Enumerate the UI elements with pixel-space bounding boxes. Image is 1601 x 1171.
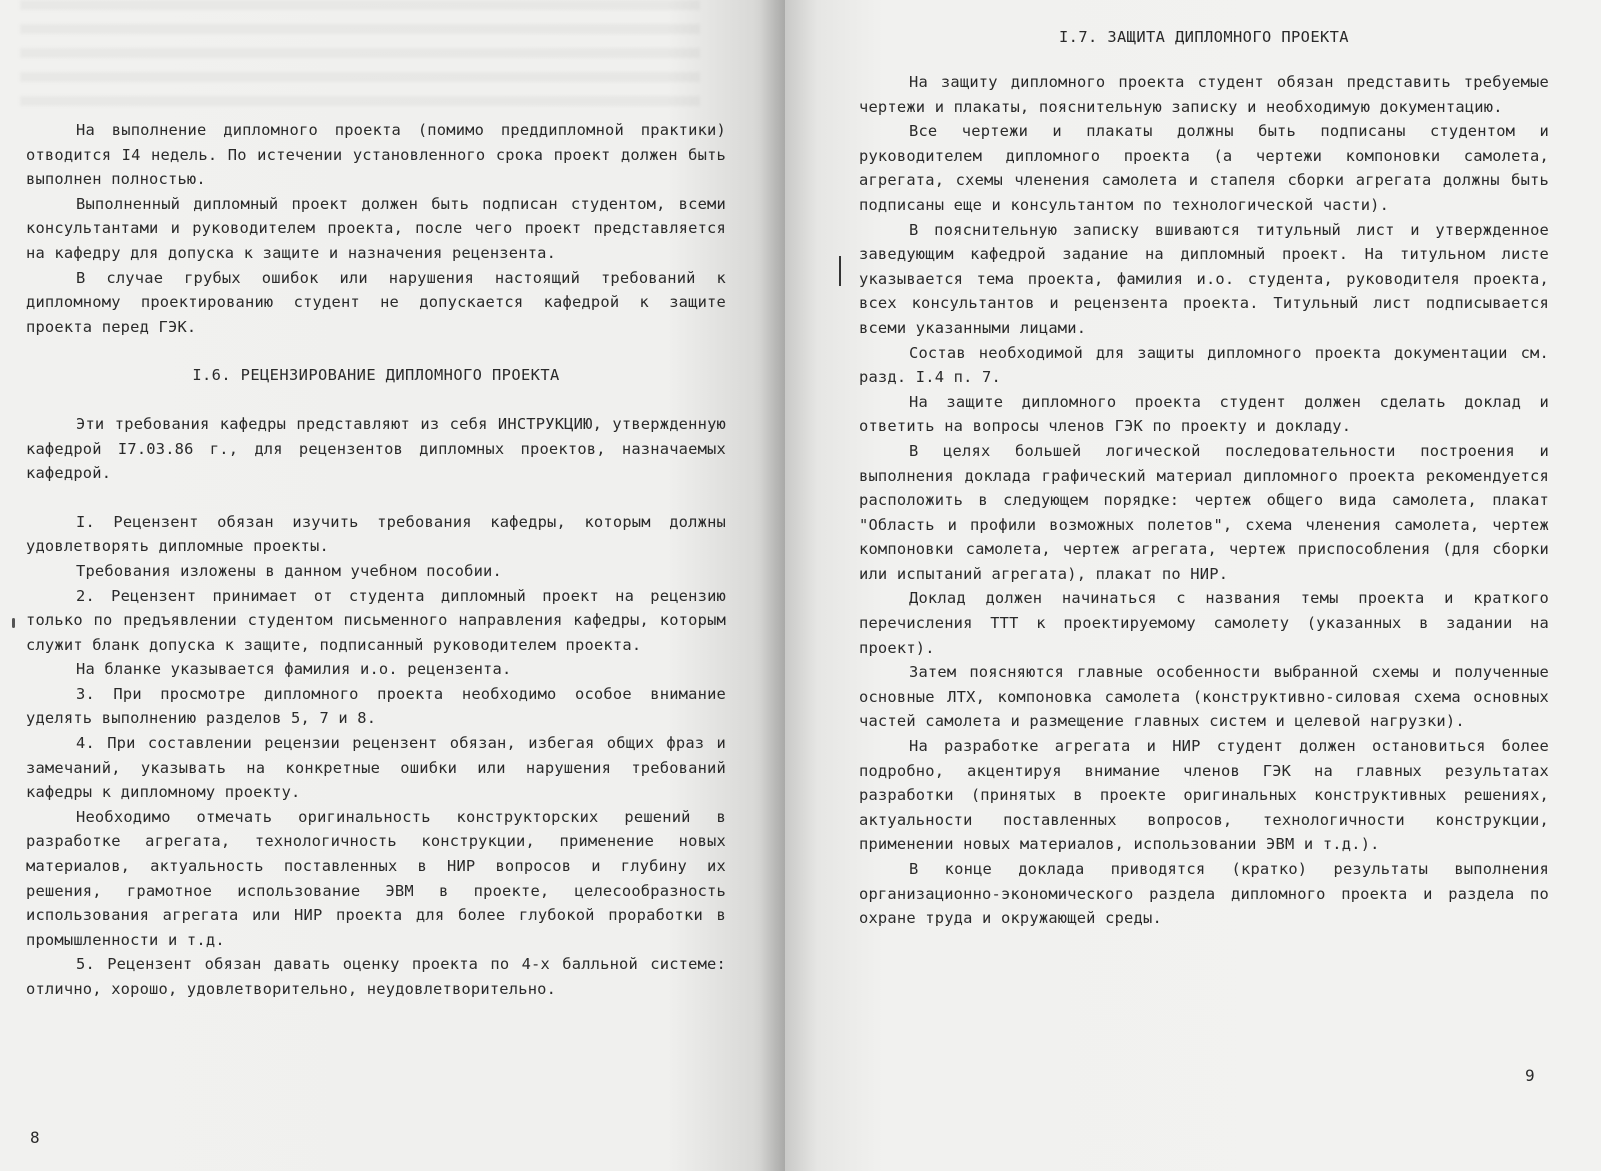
list-item: Необходимо отмечать оригинальность конструкторских решений в разработке агрегата, технологичность конструкции, применение новых материалов, актуальность поставленных в НИР вопросов и глубину их решения, грамотное использование ЭВМ в проекте, целесообразность использования агрегата или НИР проекта для более глубокой проработки в промышленности и т.д. [26,807,726,949]
margin-line-mark [839,256,841,286]
list-item: 3. При просмотре дипломного проекта необходимо особое внимание уделять выполнению разделов 5, 7 и 8. [26,684,726,728]
list-item: На бланке указывается фамилия и.о. рецензента. [76,660,512,679]
list-item: 5. Рецензент обязан давать оценку проекта по 4-х балльной системе: отлично, хорошо, удовлетворительно, неудовлетворительно. [26,955,726,998]
spacer [26,486,726,510]
right-page-text [859,70,1549,931]
paragraph: На выполнение дипломного проекта (помимо преддипломной практики) отводится I4 недель. По истечении установленного срока проект должен быть выполнен полностью. [26,121,726,189]
paragraph: На разработке агрегата и НИР студент должен остановиться более подробно, акцентируя внимание членов ГЭК на главных результатах разработки (принятых в проекте оригинальных конструктивных решениях, актуальности поставленных вопросов, технологичности конструкции, применении новых материалов, использовании ЭВМ и т.д.). [859,737,1549,854]
left-page [0,0,785,1171]
bleed-through-text [20,0,700,110]
margin-dot [12,618,15,628]
paragraph: Доклад должен начинаться с названия темы проекта и краткого перечисления ТТТ к проектируемому самолету (указанных в задании на проект). [859,589,1549,657]
paragraph: Выполненный дипломный проект должен быть подписан студентом, всеми консультантами и руководителем проекта, после чего проект представляется на кафедру для допуска к защите и назначения рецензента. [26,194,726,262]
paragraph: Состав необходимой для защиты дипломного проекта документации см. разд. I.4 п. 7. [859,343,1549,387]
page-number: 8 [30,1128,40,1147]
paragraph: Эти требования кафедры представляют из себя ИНСТРУКЦИЮ, утвержденную кафедрой I7.03.86 г., для рецензентов дипломных проектов, назначаемых кафедрой. [26,414,726,483]
paragraph: В случае грубых ошибок или нарушения настоящий требований к дипломному проектированию студент не допускается кафедрой к защите проекта перед ГЭК. [26,268,726,336]
list-item: 4. При составлении рецензии рецензент обязан, избегая общих фраз и замечаний, указывать на конкретные ошибки или нарушения требований кафедры к дипломному проекту. [26,734,726,802]
section-heading-1-6: I.6. РЕЦЕНЗИРОВАНИЕ ДИПЛОМНОГО ПРОЕКТА [192,366,560,385]
list-item: 2. Рецензент принимает от студента дипломный проект на рецензию только по предъявлении студентом письменного направления кафедры, которым служит бланк допуска к защите, подписанный руководителем проекта. [26,586,726,654]
paragraph: В пояснительную записку вшиваются титульный лист и утвержденное заведующим кафедрой задание на дипломный проект. На титульном листе указывается тема проекта, фамилия и.о. студента, руководителя проекта, всех консультантов и рецензента проекта. Титульный лист подписывается всеми указанными лицами. [859,220,1549,337]
list-item: Требования изложены в данном учебном пособии. [76,561,502,580]
paragraph: Затем поясняются главные особенности выбранной схемы и полученные основные ЛТХ, компоновка самолета (конструктивно-силовая схема основных частей самолета и размещение главных систем и целевой нагрузки). [859,663,1549,731]
section-heading-1-7: I.7. ЗАЩИТА ДИПЛОМНОГО ПРОЕКТА [1059,28,1349,46]
list-item: I. Рецензент обязан изучить требования кафедры, которым должны удовлетворять дипломные проекты. [26,512,726,556]
paragraph: На защите дипломного проекта студент должен сделать доклад и ответить на вопросы членов ГЭК по проекту и докладу. [859,392,1549,436]
right-page [785,0,1601,1171]
paragraph: В конце доклада приводятся (кратко) результаты выполнения организационно-экономического раздела дипломного проекта и раздела по охране труда и окружающей среды. [859,860,1549,928]
paragraph: На защиту дипломного проекта студент обязан представить требуемые чертежи и плакаты, пояснительную записку и необходимую документацию. [859,73,1549,116]
paragraph: В целях большей логической последовательности построения и выполнения доклада графический материал дипломного проекта рекомендуется расположить в следующем порядке: чертеж общего вида самолета, плакат "Область и профили возможных полетов", схема членения самолета, чертеж компоновки самолета, чертеж агрегата, чертеж приспособления (для сборки или испытаний агрегата), плакат по НИР. [859,441,1549,583]
heading-wrap [859,28,1549,46]
paragraph: Все чертежи и плакаты должны быть подписаны студентом и руководителем дипломного проекта (а чертежи компоновки самолета, агрегата, схемы членения самолета и стапеля сборки агрегата должны быть подписаны еще и консультантом по технологической части). [859,122,1549,214]
page-number: 9 [1525,1066,1535,1085]
left-page-text [26,118,726,1002]
